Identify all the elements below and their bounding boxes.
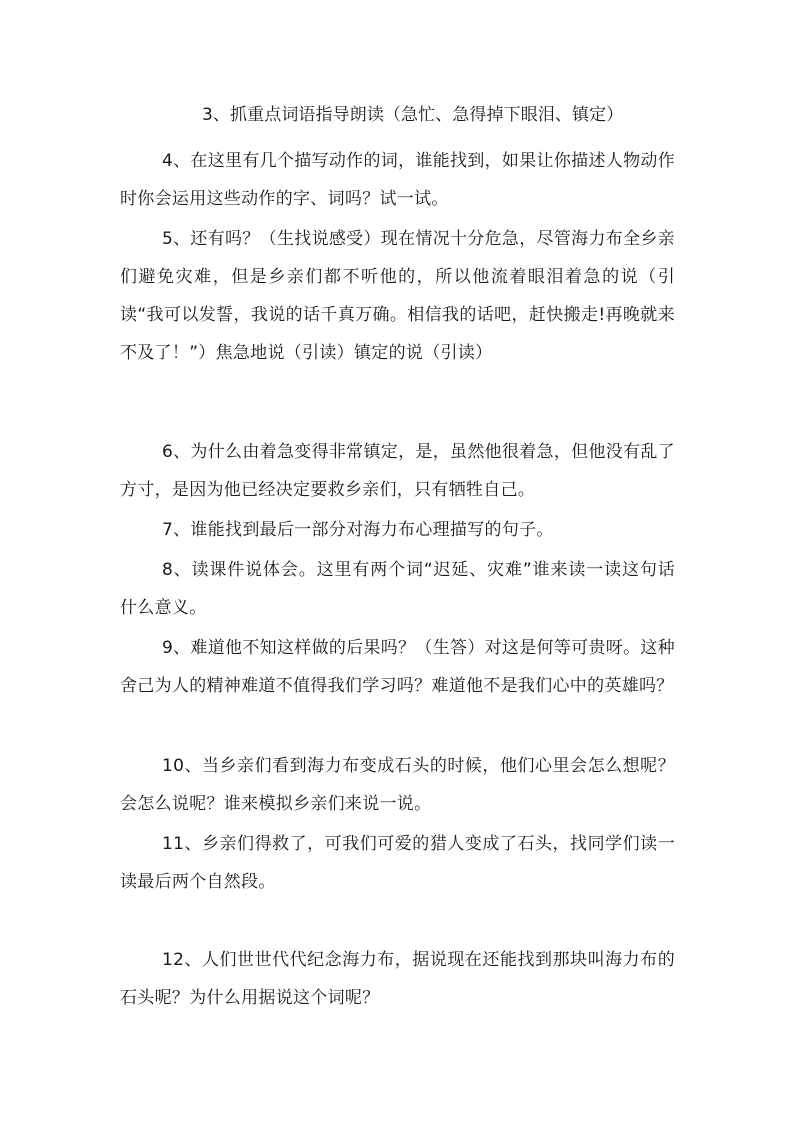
paragraph-5: 5、还有吗？（生找说感受）现在情况十分危急，尽管海力布全乡亲们避免灾难，但是乡亲们都不听他的，所以他流着眼泪着急的说（引读“我可以发誓，我说的话千真万确。相信我的话吧，赶快搬走!再晚就来不及了！”）焦急地说（引读）镇定的说（引读） — [120, 229, 675, 363]
paragraph-12: 12、人们世世代代纪念海力布，据说现在还能找到那块叫海力布的石头呢？为什么用据说这个词呢？ — [120, 950, 675, 1008]
paragraph-10: 10、当乡亲们看到海力布变成石头的时候，他们心里会怎么想呢？会怎么说呢？谁来模拟乡亲们来说一说。 — [120, 756, 675, 814]
paragraph-3: 3、抓重点词语指导朗读（急忙、急得掉下眼泪、镇定） — [202, 105, 624, 125]
paragraph-8: 8、读课件说体会。这里有两个词“迟延、灾难”谁来读一读这句话什么意义。 — [120, 560, 675, 618]
paragraph-9: 9、难道他不知这样做的后果吗？（生答）对这是何等可贵呀。这种舍己为人的精神难道不值得我们学习吗？难道他不是我们心中的英雄吗？ — [120, 638, 675, 696]
paragraph-7: 7、谁能找到最后一部分对海力布心理描写的句子。 — [162, 520, 554, 540]
paragraph-4: 4、在这里有几个描写动作的词，谁能找到，如果让你描述人物动作时你会运用这些动作的字、词吗？试一试。 — [120, 151, 675, 209]
paragraph-11: 11、乡亲们得救了，可我们可爱的猎人变成了石头，找同学们读一读最后两个自然段。 — [120, 834, 675, 892]
paragraph-6: 6、为什么由着急变得非常镇定，是，虽然他很着急，但他没有乱了方寸，是因为他已经决定要救乡亲们，只有牺牲自己。 — [120, 442, 675, 500]
